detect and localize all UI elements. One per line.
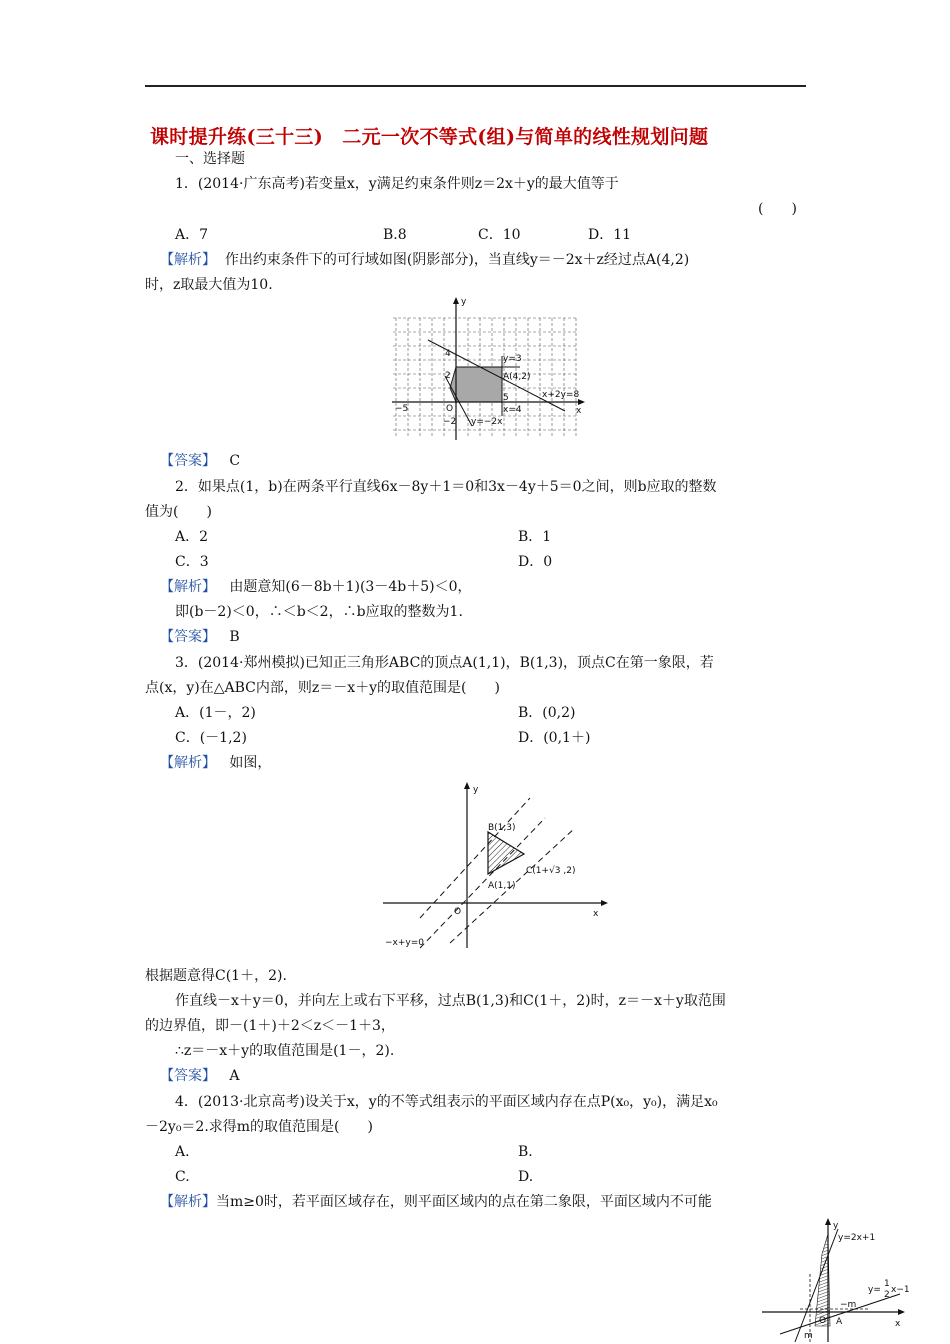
q1-analysis-text: 作出约束条件下的可行域如图(阴影部分)，当直线y＝－2x＋z经过点A(4,2) bbox=[224, 252, 690, 268]
question-4-stem-1: 4．(2013·北京高考)设关于x，y的不等式组表示的平面区域内存在点P(x₀，y₀)，满足x₀ bbox=[175, 1094, 718, 1110]
q1-option-b: B.8 bbox=[383, 227, 407, 243]
feasible-region bbox=[450, 367, 502, 402]
answer-tag: 【答案】 bbox=[160, 629, 216, 645]
q1-answer bbox=[160, 452, 240, 470]
q2-option-d: D．0 bbox=[518, 554, 553, 570]
q1-analysis-line-2: 时，z取最大值为10. bbox=[145, 277, 273, 293]
label-y-2x: y=−2x bbox=[471, 417, 503, 427]
y-axis-label: y bbox=[473, 785, 479, 795]
tick-4: 4 bbox=[445, 349, 451, 359]
q4-figure bbox=[760, 1214, 910, 1342]
section-heading: 一、选择题 bbox=[175, 151, 245, 167]
analysis-tag: 【解析】 bbox=[160, 579, 216, 595]
label-b: B(1,3) bbox=[488, 823, 516, 833]
tick-2: 2 bbox=[445, 371, 451, 381]
x-axis-label: x bbox=[593, 909, 599, 919]
y-arrow bbox=[464, 782, 470, 789]
page-title: 课时提升练(三十三) 二元一次不等式(组)与简单的线性规划问题 bbox=[150, 126, 709, 148]
q4-option-b: B. bbox=[518, 1144, 533, 1160]
analysis-tag: 【解析】 bbox=[160, 252, 216, 268]
x-axis-label: x bbox=[576, 406, 582, 416]
origin-label: O bbox=[819, 1316, 827, 1326]
q1-option-a: A．7 bbox=[175, 227, 209, 243]
q3-figure bbox=[380, 778, 610, 950]
q3-text-line-1: 根据题意得C(1＋，2). bbox=[145, 968, 287, 984]
q2-analysis-text: 由题意知(6－8b＋1)(3－4b＋5)＜0， bbox=[229, 579, 472, 595]
q3-option-b: B．(0,2) bbox=[518, 705, 576, 721]
question-1-stem: 1．(2014·广东高考)若变量x，y满足约束条件则z＝2x＋y的最大值等于 bbox=[175, 176, 619, 192]
q3-analysis-line-1 bbox=[160, 754, 271, 772]
answer-tag: 【答案】 bbox=[160, 453, 216, 469]
line-neg-x-plus-y bbox=[420, 818, 545, 948]
label-c: C(1+√3 ,2) bbox=[526, 866, 576, 876]
label-y3: y=3 bbox=[503, 354, 522, 364]
tick-minus-2: −2 bbox=[443, 417, 457, 427]
label-2x-plus-1: y=2x+1 bbox=[838, 1233, 876, 1243]
y-arrow bbox=[453, 297, 459, 304]
q2-analysis-line-2: 即(b－2)＜0，∴＜b＜2，∴b应取的整数为1. bbox=[175, 604, 463, 620]
label-x4: x=4 bbox=[503, 405, 522, 415]
q1-analysis-line-1 bbox=[160, 251, 689, 269]
q3-option-c: C．(－1,2) bbox=[175, 730, 247, 746]
x-axis-label: x bbox=[895, 1319, 901, 1329]
origin-label: O bbox=[454, 907, 462, 917]
q4-option-a: A. bbox=[175, 1144, 190, 1160]
q2-option-a: A．2 bbox=[175, 529, 209, 545]
analysis-tag: 【解析】 bbox=[160, 1194, 216, 1210]
label-m: m bbox=[804, 1331, 813, 1341]
header-rule bbox=[145, 85, 806, 87]
q2-answer bbox=[160, 628, 240, 646]
question-1-paren: ( ) bbox=[758, 201, 797, 217]
q4-analysis-text: 当m≥0时，若平面区域存在，则平面区域内的点在第二象限，平面区域内不可能 bbox=[216, 1194, 712, 1210]
question-3-stem-1: 3．(2014·郑州模拟)已知正三角形ABC的顶点A(1,1)，B(1,3)，顶点C在第一象限，若 bbox=[175, 655, 714, 671]
q3-answer bbox=[160, 1067, 239, 1085]
x-arrow bbox=[601, 900, 608, 906]
label-half-y: y= bbox=[868, 1285, 881, 1295]
q4-analysis-line-1 bbox=[160, 1193, 712, 1211]
y-axis-label: y bbox=[461, 297, 467, 307]
q3-analysis-text: 如图， bbox=[229, 755, 272, 771]
answer-tag: 【答案】 bbox=[160, 1068, 216, 1084]
question-2-stem-2: 值为( ) bbox=[145, 504, 212, 520]
question-2-stem-1: 2．如果点(1，b)在两条平行直线6x－8y＋1＝0和3x－4y＋5＝0之间，则b应取的整数 bbox=[175, 479, 717, 495]
label-line: −x+y=0 bbox=[385, 938, 425, 948]
q3-option-d: D．(0,1＋) bbox=[518, 730, 591, 746]
question-4-stem-2: －2y₀＝2.求得m的取值范围是( ) bbox=[145, 1119, 373, 1135]
q3-text-line-4: ∴z＝－x＋y的取值范围是(1－，2). bbox=[175, 1043, 395, 1059]
y-axis-label: y bbox=[833, 1221, 839, 1231]
label-a: A bbox=[836, 1317, 843, 1327]
question-3-stem-2: 点(x，y)在△ABC内部，则z＝－x＋y的取值范围是( ) bbox=[145, 680, 500, 696]
label-a: A(4,2) bbox=[503, 372, 531, 382]
x-arrow bbox=[898, 1309, 905, 1315]
q3-option-a: A．(1－，2) bbox=[175, 705, 256, 721]
q4-option-c: C. bbox=[175, 1169, 190, 1185]
q2-option-c: C．3 bbox=[175, 554, 209, 570]
q2-option-b: B．1 bbox=[518, 529, 552, 545]
label-half-rest: x−1 bbox=[891, 1285, 910, 1295]
label-x2y8: x+2y=8 bbox=[542, 390, 580, 400]
y-arrow bbox=[825, 1218, 831, 1225]
q4-option-d: D. bbox=[518, 1169, 534, 1185]
label-a: A(1,1) bbox=[488, 881, 516, 891]
tick-5: 5 bbox=[503, 393, 509, 403]
triangle-abc bbox=[488, 832, 524, 874]
q3-answer-value: A bbox=[229, 1068, 240, 1084]
q1-option-c: C．10 bbox=[478, 227, 521, 243]
q1-answer-value: C bbox=[229, 453, 241, 469]
q3-text-line-3: 的边界值，即－(1＋)＋2＜z＜－1＋3， bbox=[145, 1018, 395, 1034]
label-neg-m: −m bbox=[840, 1300, 857, 1310]
q2-analysis-line-1 bbox=[160, 578, 471, 596]
tick-minus-5: −5 bbox=[395, 404, 409, 414]
label-half-den: 2 bbox=[884, 1290, 890, 1300]
q1-figure bbox=[390, 296, 580, 442]
q3-text-line-2: 作直线－x＋y＝0，并向左上或右下平移，过点B(1,3)和C(1＋，2)时，z＝－x＋y取范围 bbox=[175, 993, 726, 1009]
q1-option-d: D．11 bbox=[588, 227, 632, 243]
label-half-num: 1 bbox=[884, 1279, 890, 1289]
analysis-tag: 【解析】 bbox=[160, 755, 216, 771]
origin-label: O bbox=[446, 404, 454, 414]
q2-answer-value: B bbox=[229, 629, 240, 645]
